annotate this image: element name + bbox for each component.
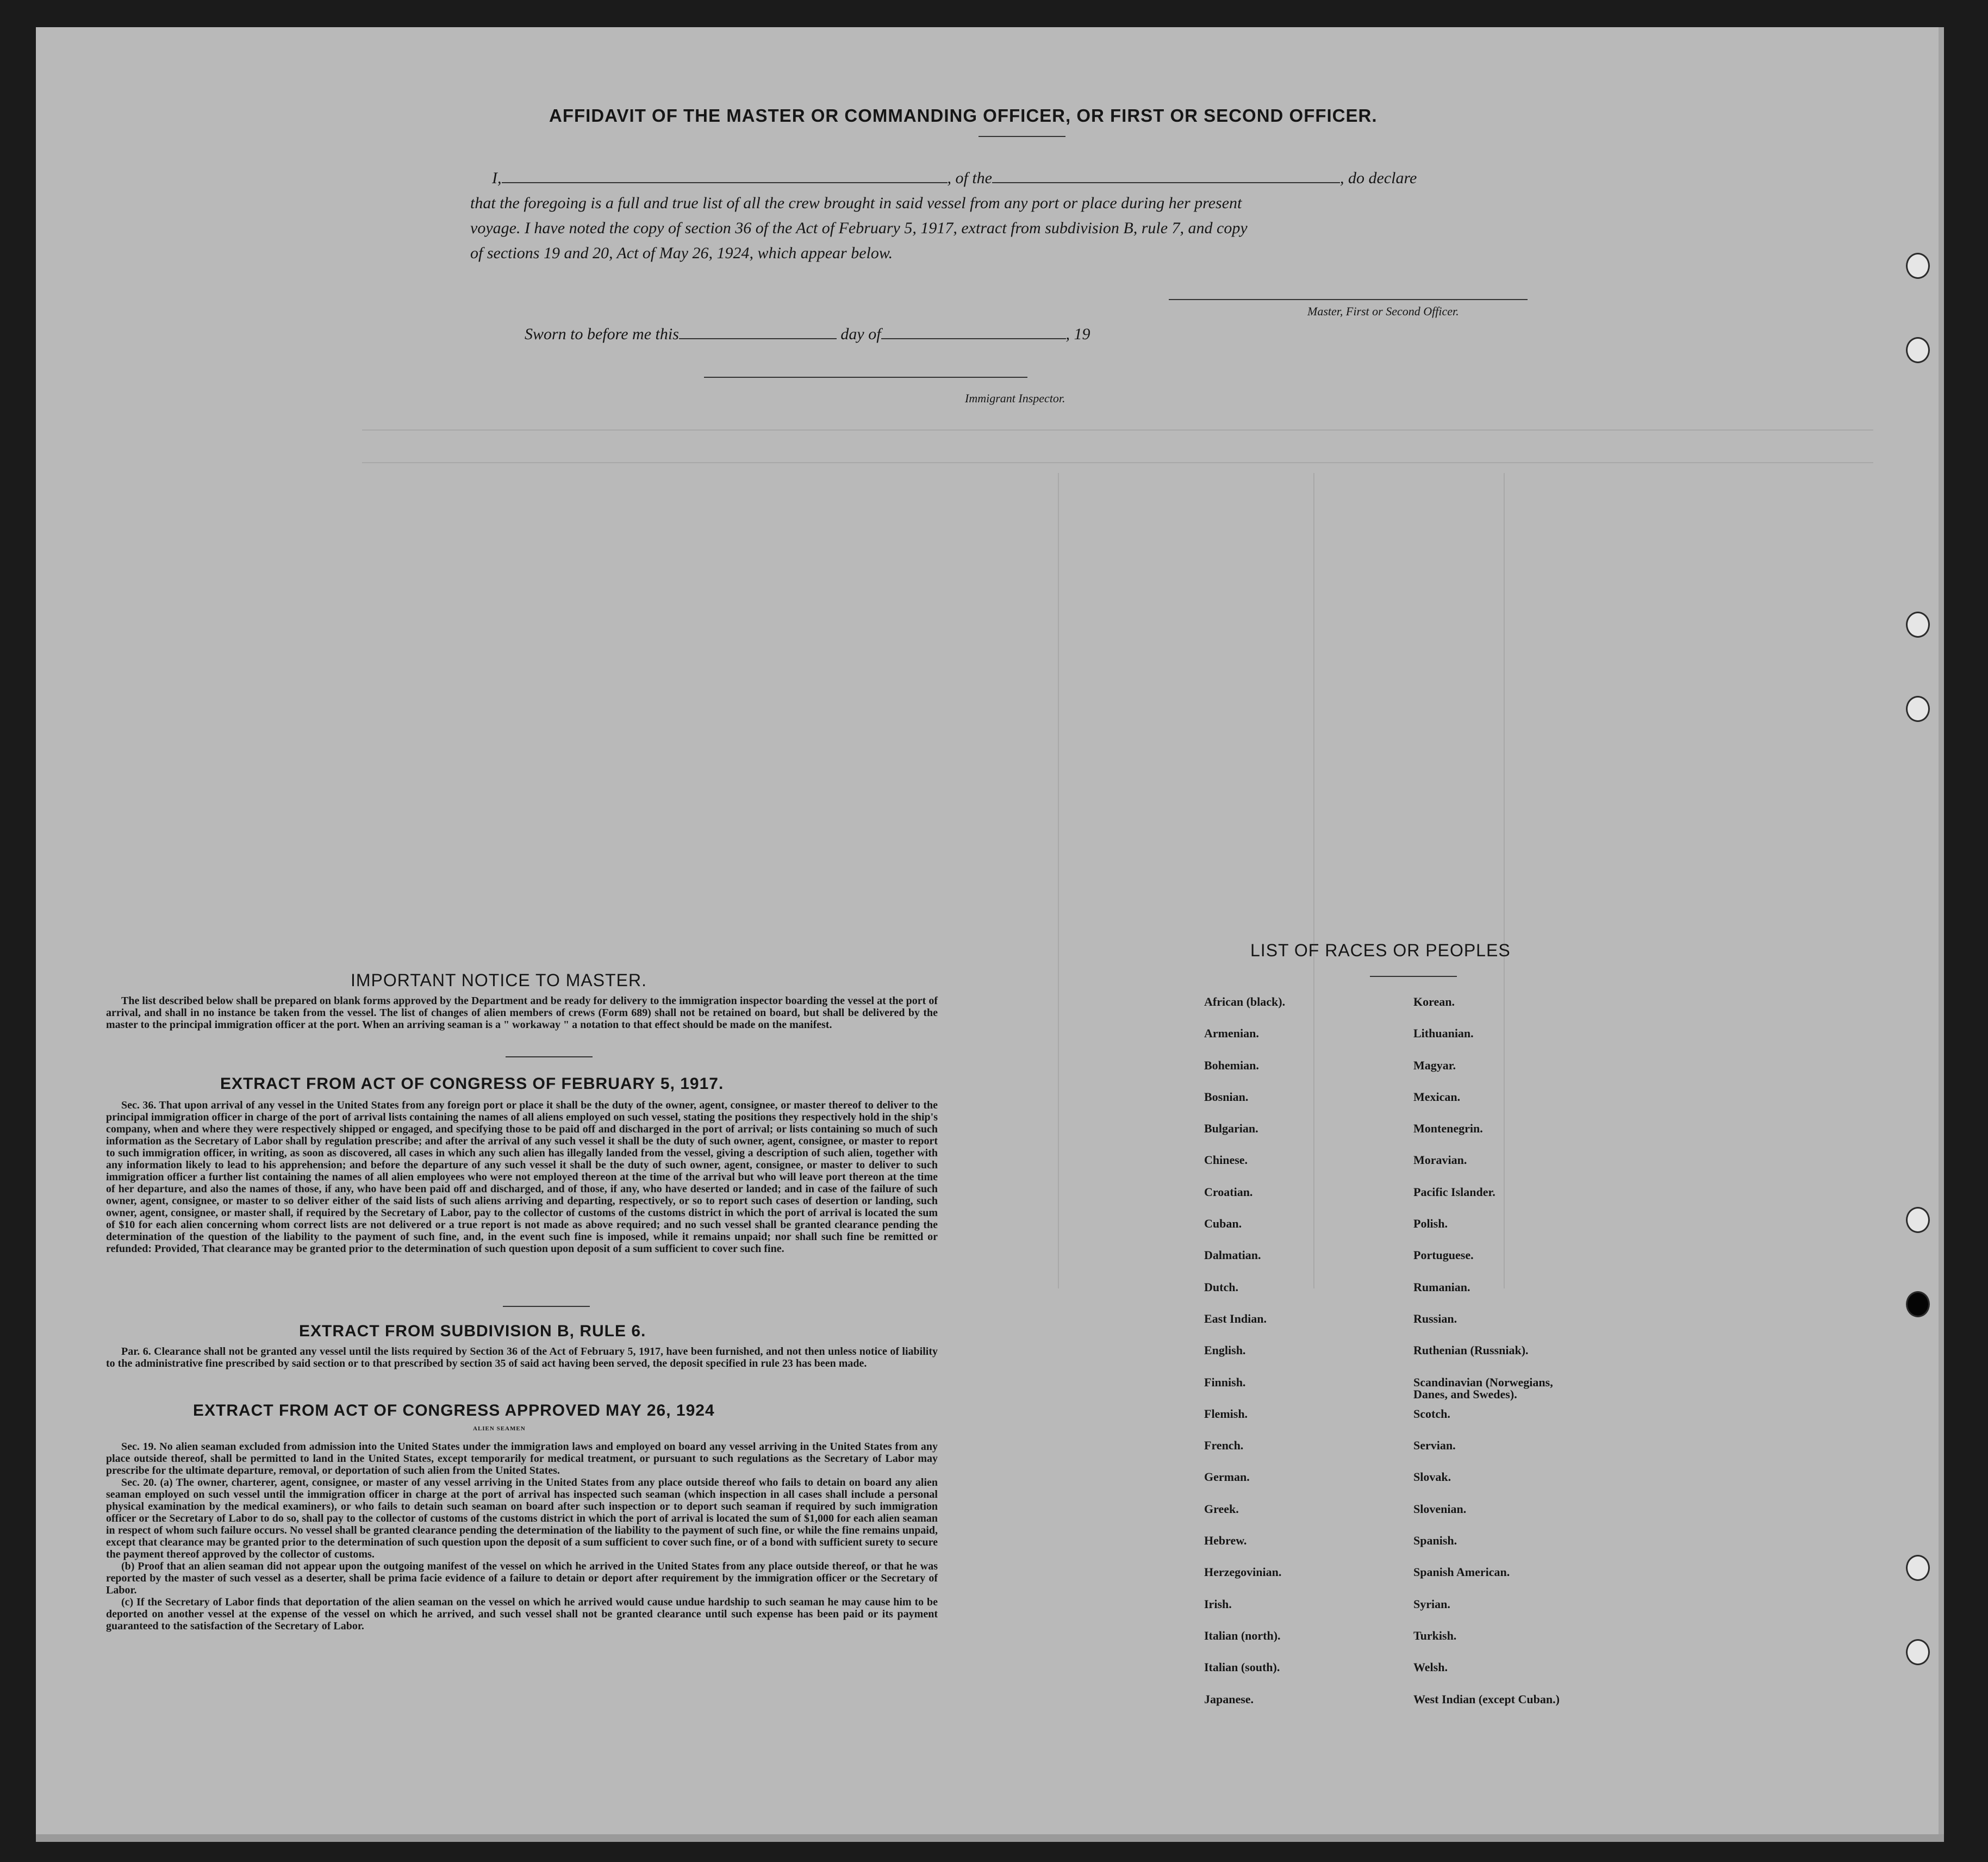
race-item: Spanish American. xyxy=(1413,1565,1510,1579)
binder-hole xyxy=(1906,1555,1930,1581)
divider xyxy=(506,1056,593,1057)
binder-hole xyxy=(1906,337,1930,363)
race-item: Spanish. xyxy=(1413,1534,1457,1548)
race-item: Magyar. xyxy=(1413,1058,1456,1072)
race-item: Bohemian. xyxy=(1204,1058,1259,1072)
race-item: German. xyxy=(1204,1470,1250,1484)
affidavit-do-declare: , do declare xyxy=(1340,169,1417,187)
extract-rule6-title: EXTRACT FROM SUBDIVISION B, RULE 6. xyxy=(299,1322,646,1340)
race-item: Japanese. xyxy=(1204,1692,1254,1706)
inspector-label: Immigrant Inspector. xyxy=(965,391,1065,405)
race-item: Italian (south). xyxy=(1204,1660,1280,1674)
races-right-column xyxy=(1413,996,1620,1725)
sec19-paragraph: Sec. 19. No alien seaman excluded from admission into the United States under the immigration laws and employed on board any vessel arriving in the United States from any place outside thereof, shall be permitted to land in the United States, except temporarily for medical treatment, or pursuant to such regulations as the Secretary of Labor may prescribe for the ultimate departure, removal, or deportation of such alien from the United States. xyxy=(106,1441,938,1477)
race-item: Croatian. xyxy=(1204,1185,1253,1199)
alien-seamen-subtitle: ALIEN SEAMEN xyxy=(473,1425,526,1432)
sec36-paragraph: Sec. 36. That upon arrival of any vessel in the United States from any foreign port or place it shall be the duty of the owner, agent, consignee, or master thereof to deliver to the principal immigration officer in charge of the port of arrival lists containing the names of all aliens employed on such vessel, stating the positions they respectively hold in the ship's company, when and where they were respectively shipped or engaged, and specifying those to be paid off and discharged in the port of arrival; or lists containing so much of such information as the Secretary of Labor shall by regulation prescribe; and after the arrival of any such vessel it shall be the duty of such owner, agent, consignee, or master to report to such immigration officer, in writing, as soon as discovered, all cases in which any such alien has illegally landed from the vessel, giving a description of such alien, together with any information likely to lead to his apprehension; and before the departure of any such vessel it shall be the duty of such owner, agent, consignee, or master to deliver to such immigration officer a further list containing the names of all alien employees who were not employed thereon at the time of the arrival but who will leave port thereon at the time of her departure, and also the names of those, if any, who have been paid off and discharged, and of those, if any, who have deserted or landed; and in case of the failure of such owner, agent, consignee, or master to so deliver either of the said lists of such aliens arriving and departing, respectively, or so to report such cases of desertion or landing, such owner, agent, consignee, or master shall, if required by the Secretary of Labor, pay to the collector of customs of the customs district in which the port of arrival is located the sum of $10 for each alien concerning whom correct lists are not delivered or a true report is not made as above required; and no such vessel shall be granted clearance pending the determination of the question of the liability to the payment of such fine, and, in the event such fine is imposed, while it remains unpaid; nor shall such fine be remitted or refunded: Provided, That clearance may be granted prior to the determination of such question upon deposit of a sum sufficient to cover such fine. xyxy=(106,1099,938,1255)
bleed-through-rule xyxy=(362,429,1873,431)
race-item: Welsh. xyxy=(1413,1660,1448,1674)
extract-rule6-body xyxy=(106,1346,938,1369)
inspector-signature-line[interactable] xyxy=(704,377,1027,378)
races-title: LIST OF RACES OR PEOPLES xyxy=(1250,941,1511,960)
race-item: Italian (north). xyxy=(1204,1628,1281,1642)
race-item: Syrian. xyxy=(1413,1597,1450,1611)
race-item: Slovenian. xyxy=(1413,1502,1467,1516)
extract-1924-title: EXTRACT FROM ACT OF CONGRESS APPROVED MAY 26, 1924 xyxy=(193,1402,715,1419)
sworn-text: Sworn to before me this xyxy=(525,325,679,343)
binder-hole xyxy=(1906,1639,1930,1665)
race-item: Hebrew. xyxy=(1204,1534,1247,1548)
notice-title: IMPORTANT NOTICE TO MASTER. xyxy=(351,970,647,990)
affidavit-i: I, xyxy=(492,169,502,187)
divider xyxy=(503,1306,590,1307)
extract-1917-title: EXTRACT FROM ACT OF CONGRESS OF FEBRUARY 5, 1917. xyxy=(220,1075,724,1093)
race-item: Finnish. xyxy=(1204,1375,1246,1389)
binder-hole xyxy=(1906,696,1930,722)
race-item: Pacific Islander. xyxy=(1413,1185,1495,1199)
extract-1917-body xyxy=(106,1099,938,1255)
race-item: Scandinavian (Norwegians, Danes, and Swedes). xyxy=(1413,1375,1553,1401)
affidavit-title: AFFIDAVIT OF THE MASTER OR COMMANDING OFFICER, OR FIRST OR SECOND OFFICER. xyxy=(549,105,1378,126)
race-item: Slovak. xyxy=(1413,1470,1451,1484)
sec20c-paragraph: (c) If the Secretary of Labor finds that deportation of the alien seaman on the vessel on which he arrived would cause undue hardship to such seaman he may cause him to be deported on another vessel at the expense of the vessel on which he arrived, and such vessel shall not be granted clearance until such expense has been paid or its payment guaranteed to the satisfaction of the Secretary of Labor. xyxy=(106,1596,938,1632)
sec20b-paragraph: (b) Proof that an alien seaman did not appear upon the outgoing manifest of the vessel on which he arrived in the United States from any place outside thereof, or that he was reported by the master of such vessel as a deserter, shall be prima facie evidence of a failure to detain or deport after requirement by the immigration officer or the Secretary of Labor. xyxy=(106,1560,938,1596)
race-item: Portuguese. xyxy=(1413,1248,1474,1262)
race-item: Greek. xyxy=(1204,1502,1239,1516)
race-item: Bosnian. xyxy=(1204,1089,1249,1104)
binder-hole xyxy=(1906,1207,1930,1233)
notice-body xyxy=(106,995,938,1031)
race-item: Scotch. xyxy=(1413,1406,1450,1421)
par6-paragraph: Par. 6. Clearance shall not be granted any vessel until the lists required by Section 36 of the Act of February 5, 1917, have been furnished, and not then unless notice of liability to the administrative fine prescribed by said section or to that prescribed by section 35 of said act having been served, the deposit specified in rule 23 has been made. xyxy=(106,1346,938,1369)
master-signature-line[interactable] xyxy=(1169,299,1528,300)
sheet-edge xyxy=(1939,27,1944,1842)
race-item: Dutch. xyxy=(1204,1280,1238,1294)
race-item: Korean. xyxy=(1413,995,1455,1008)
race-item: Dalmatian. xyxy=(1204,1248,1261,1262)
race-item: Turkish. xyxy=(1413,1628,1457,1642)
binder-hole xyxy=(1906,1291,1930,1317)
sheet-edge xyxy=(36,1834,1944,1842)
race-item: Ruthenian (Russniak). xyxy=(1413,1343,1529,1357)
race-item: Russian. xyxy=(1413,1311,1457,1325)
vessel-blank[interactable] xyxy=(992,167,1340,183)
race-item: Mexican. xyxy=(1413,1089,1461,1104)
affidavit-line-2: that the foregoing is a full and true list of all the crew brought in said vessel from any port or place during her present xyxy=(470,194,1242,212)
race-item: Flemish. xyxy=(1204,1406,1248,1421)
race-item: Irish. xyxy=(1204,1597,1232,1611)
binder-hole xyxy=(1906,253,1930,279)
affidavit-line-4: of sections 19 and 20, Act of May 26, 1924, which appear below. xyxy=(470,244,893,262)
race-item: English. xyxy=(1204,1343,1246,1357)
sec20a-paragraph: Sec. 20. (a) The owner, charterer, agent, consignee, or master of any vessel arriving in the United States from any place outside thereof who fails to detain on board any alien seaman employed on such vessel until the immigration officer in charge at the port of arrival has inspected such seaman (which inspection in all cases shall include a personal physical examination by the medical examiners), or who fails to detain such seaman on board after such inspection or to deport such seaman if required by such immigration officer or the Secretary of Labor to do so, shall pay to the collector of customs of the customs district in which the port of arrival is located the sum of $1,000 for each alien seaman in respect of whom such failure occurs. No vessel shall be granted clearance pending the determination of the liability to the payment of such fine, or while the fine remains unpaid, except that clearance may be granted prior to the determination of such question upon the deposit of a sum sufficient to cover such fine, or of a bond with sufficient surety to secure the payment thereof approved by the collector of customs. xyxy=(106,1477,938,1560)
bleed-through-rule xyxy=(1058,473,1059,1288)
race-item: French. xyxy=(1204,1438,1244,1453)
race-item: Armenian. xyxy=(1204,1026,1259,1041)
year-prefix: , 19 xyxy=(1065,325,1090,343)
race-item: Chinese. xyxy=(1204,1153,1248,1167)
divider xyxy=(979,136,1065,137)
race-item: East Indian. xyxy=(1204,1311,1267,1325)
notice-paragraph: The list described below shall be prepared on blank forms approved by the Department and be ready for delivery to the immigration inspector boarding the vessel at the port of arrival, and shall in no instance be taken from the vessel. The list of changes of alien members of crews (Form 689) shall not be retained on board, but shall be delivered by the master to the principal immigration officer at the port. When an arriving seaman is a " workaway " a notation to that effect should be made on the manifest. xyxy=(106,995,938,1031)
day-blank[interactable] xyxy=(679,323,837,339)
race-item: Montenegrin. xyxy=(1413,1122,1483,1136)
race-item: Moravian. xyxy=(1413,1153,1467,1167)
day-of-text: day of xyxy=(840,325,881,343)
race-item: Cuban. xyxy=(1204,1217,1242,1231)
race-item: Polish. xyxy=(1413,1217,1448,1231)
race-item: Bulgarian. xyxy=(1204,1122,1258,1136)
races-left-column xyxy=(1204,996,1411,1725)
affidavit-line-1 xyxy=(470,166,1547,191)
bleed-through-rule xyxy=(362,462,1873,463)
binder-hole xyxy=(1906,612,1930,638)
extract-1924-body xyxy=(106,1441,938,1632)
name-blank[interactable] xyxy=(502,167,948,183)
month-blank[interactable] xyxy=(881,323,1066,339)
master-signature-label: Master, First or Second Officer. xyxy=(1307,304,1459,318)
affidavit-of-the: , of the xyxy=(947,169,992,187)
race-item: Lithuanian. xyxy=(1413,1026,1474,1041)
divider xyxy=(1370,976,1457,977)
race-item: African (black). xyxy=(1204,995,1286,1008)
race-item: Servian. xyxy=(1413,1438,1456,1453)
race-item: Rumanian. xyxy=(1413,1280,1470,1294)
affidavit-line-3: voyage. I have noted the copy of section 36 of the Act of February 5, 1917, extract from subdivision B, rule 7, and copy xyxy=(470,219,1248,237)
race-item: West Indian (except Cuban.) xyxy=(1413,1692,1560,1706)
race-item: Herzegovinian. xyxy=(1204,1565,1282,1579)
sworn-line xyxy=(525,322,1231,347)
